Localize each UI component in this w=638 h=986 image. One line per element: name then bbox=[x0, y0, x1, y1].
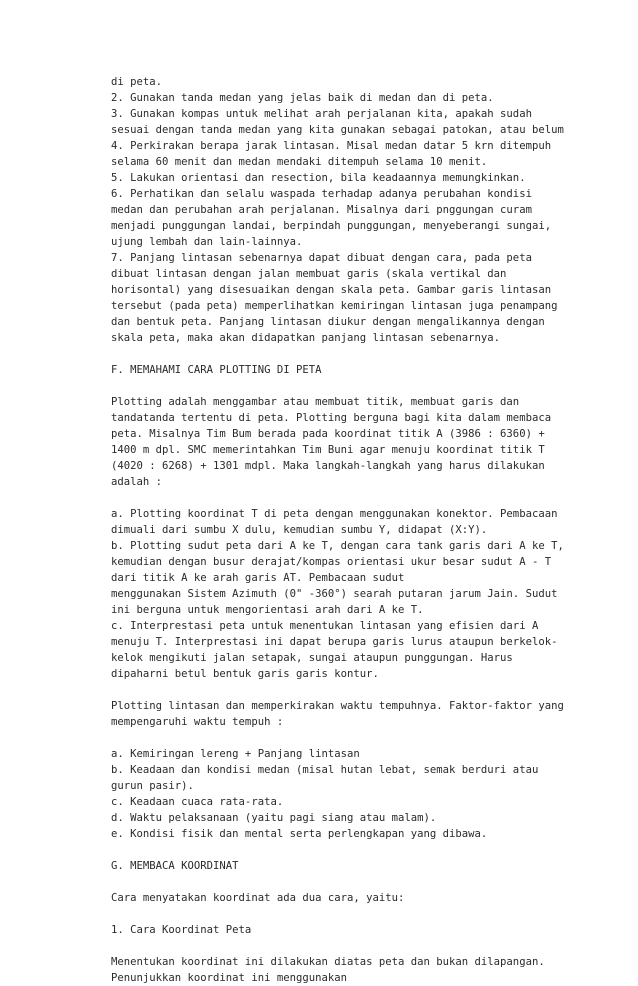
text-line: 1. Cara Koordinat Peta bbox=[111, 924, 252, 936]
text-line: d. Waktu pelaksanaan (yaitu pagi siang atau malam). bbox=[111, 812, 437, 824]
text-line: dibuat lintasan dengan jalan membuat garis (skala vertikal dan bbox=[111, 268, 507, 280]
text-line: tandatanda tertentu di peta. Plotting berguna bagi kita dalam membaca bbox=[111, 412, 552, 424]
text-line: dimuali dari sumbu X dulu, kemudian sumbu Y, didapat (X:Y). bbox=[111, 524, 488, 536]
text-line: menuju T. Interprestasi ini dapat berupa garis lurus ataupun berkelok- bbox=[111, 636, 558, 648]
text-line: menjadi punggungan landai, berpindah punggungan, menyeberangi sungai, bbox=[111, 220, 552, 232]
text-line: skala peta, maka akan didapatkan panjang lintasan sebenarnya. bbox=[111, 332, 501, 344]
text-line: di peta. bbox=[111, 76, 163, 88]
text-line: dipaharni betul bentuk garis garis kontur. bbox=[111, 668, 379, 680]
paragraph bbox=[111, 858, 631, 874]
text-line: (4020 : 6268) + 1301 mdpl. Maka langkah-langkah yang harus dilakukan bbox=[111, 460, 545, 472]
paragraph bbox=[111, 890, 631, 906]
text-line: 3. Gunakan kompas untuk melihat arah perjalanan kita, apakah sudah bbox=[111, 108, 532, 120]
text-line: peta. Misalnya Tim Bum berada pada koordinat titik A (3986 : 6360) + bbox=[111, 428, 545, 440]
paragraph bbox=[111, 362, 631, 378]
text-line: 5. Lakukan orientasi dan resection, bila keadaannya memungkinkan. bbox=[111, 172, 526, 184]
text-line: c. Keadaan cuaca rata-rata. bbox=[111, 796, 284, 808]
paragraph bbox=[111, 746, 631, 842]
text-line: horisontal) yang disesuaikan dengan skala peta. Gambar garis lintasan bbox=[111, 284, 552, 296]
text-line: a. Kemiringan lereng + Panjang lintasan bbox=[111, 748, 360, 760]
paragraph-gap bbox=[111, 842, 631, 858]
text-line: Cara menyatakan koordinat ada dua cara, yaitu: bbox=[111, 892, 405, 904]
text-line: b. Keadaan dan kondisi medan (misal hutan lebat, semak berduri atau bbox=[111, 764, 539, 776]
paragraph bbox=[111, 922, 631, 938]
paragraph-gap bbox=[111, 730, 631, 746]
document-page bbox=[111, 74, 631, 986]
text-line: e. Kondisi fisik dan mental serta perlengkapan yang dibawa. bbox=[111, 828, 488, 840]
text-line: kemudian dengan busur derajat/kompas orientasi ukur besar sudut A - T bbox=[111, 556, 552, 568]
text-line: dan bentuk peta. Panjang lintasan diukur dengan mengalikannya dengan bbox=[111, 316, 545, 328]
text-line: ujung lembah dan lain-lainnya. bbox=[111, 236, 303, 248]
text-line: dari titik A ke arah garis AT. Pembacaan sudut bbox=[111, 572, 405, 584]
text-line: a. Plotting koordinat T di peta dengan menggunakan konektor. Pembacaan bbox=[111, 508, 558, 520]
paragraph-gap bbox=[111, 874, 631, 890]
text-line: medan dan perubahan arah perjalanan. Misalnya dari pnggungan curam bbox=[111, 204, 532, 216]
text-line: b. Plotting sudut peta dari A ke T, dengan cara tank garis dari A ke T, bbox=[111, 540, 564, 552]
text-line: Penunjukkan koordinat ini menggunakan bbox=[111, 972, 347, 984]
text-line: 7. Panjang lintasan sebenarnya dapat dibuat dengan cara, pada peta bbox=[111, 252, 532, 264]
text-line: adalah : bbox=[111, 476, 163, 488]
paragraph bbox=[111, 954, 631, 986]
text-line: mempengaruhi waktu tempuh : bbox=[111, 716, 284, 728]
paragraph-gap bbox=[111, 682, 631, 698]
paragraph bbox=[111, 698, 631, 730]
paragraph bbox=[111, 74, 631, 346]
text-line: 4. Perkirakan berapa jarak lintasan. Misal medan datar 5 krn ditempuh bbox=[111, 140, 552, 152]
paragraph-gap bbox=[111, 346, 631, 362]
text-line: G. MEMBACA KOORDINAT bbox=[111, 860, 239, 872]
paragraph-gap bbox=[111, 938, 631, 954]
text-line: ini berguna untuk mengorientasi arah dari A ke T. bbox=[111, 604, 424, 616]
text-line: gurun pasir). bbox=[111, 780, 194, 792]
text-line: 2. Gunakan tanda medan yang jelas baik di medan dan di peta. bbox=[111, 92, 494, 104]
text-line: 6. Perhatikan dan selalu waspada terhadap adanya perubahan kondisi bbox=[111, 188, 532, 200]
text-line: menggunakan Sistem Azimuth (0" -360°) searah putaran jarum Jain. Sudut bbox=[111, 588, 558, 600]
paragraph bbox=[111, 506, 631, 682]
text-line: F. MEMAHAMI CARA PLOTTING DI PETA bbox=[111, 364, 322, 376]
text-line: selama 60 menit dan medan mendaki ditempuh selama 10 menit. bbox=[111, 156, 488, 168]
paragraph-gap bbox=[111, 378, 631, 394]
text-line: Plotting lintasan dan memperkirakan waktu tempuhnya. Faktor-faktor yang bbox=[111, 700, 564, 712]
text-line: c. Interprestasi peta untuk menentukan lintasan yang efisien dari A bbox=[111, 620, 539, 632]
text-line: tersebut (pada peta) memperlihatkan kemiringan lintasan juga penampang bbox=[111, 300, 558, 312]
paragraph-gap bbox=[111, 490, 631, 506]
text-line: 1400 m dpl. SMC memerintahkan Tim Buni agar menuju koordinat titik T bbox=[111, 444, 545, 456]
paragraph-gap bbox=[111, 906, 631, 922]
text-line: Menentukan koordinat ini dilakukan diatas peta dan bukan dilapangan. bbox=[111, 956, 545, 968]
text-line: sesuai dengan tanda medan yang kita gunakan sebagai patokan, atau belum bbox=[111, 124, 564, 136]
text-line: kelok mengikuti jalan setapak, sungai ataupun punggungan. Harus bbox=[111, 652, 513, 664]
text-line: Plotting adalah menggambar atau membuat titik, membuat garis dan bbox=[111, 396, 520, 408]
paragraph bbox=[111, 394, 631, 490]
